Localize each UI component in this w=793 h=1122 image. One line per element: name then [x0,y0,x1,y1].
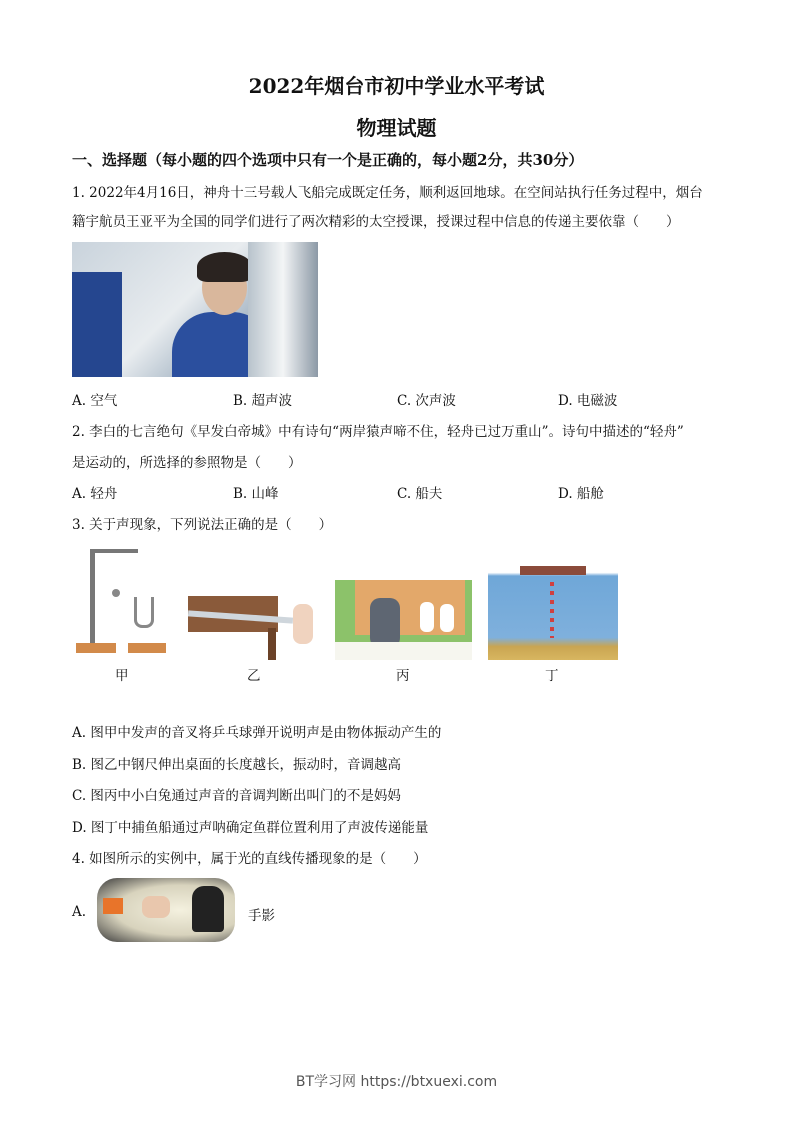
q4-option-a-label[interactable]: A. [72,904,87,920]
stand-pole [90,549,95,649]
lamp [103,898,123,914]
hatch [248,242,318,377]
footer-watermark[interactable]: BT学习网 https://btxuexi.com [295,1074,498,1090]
q2-option-c[interactable]: C. 船夫 [397,486,443,502]
stand-arm [90,549,138,553]
ping-pong-ball [112,589,120,597]
q1-option-d[interactable]: D. 电磁波 [558,393,618,409]
q1-option-a[interactable]: A. 空气 [72,393,118,409]
question-3-stem: 3. 关于声现象，下列说法正确的是（ ） [72,517,333,533]
rabbit-2 [440,604,454,632]
fishing-boat [520,566,586,575]
exam-title: 2022年烟台市初中学业水平考试 [248,74,545,98]
shadow-shape [192,886,224,932]
rabbit-story-figure [335,580,472,660]
hands [142,896,170,918]
tuning-fork-figure [72,545,168,660]
question-1-line-1: 1. 2022年4月16日，神舟十三号载人飞船完成既定任务，顺利返回地球。在空间站执行任务过程中，烟台 [72,185,703,201]
tuning-fork [134,597,154,628]
q3-option-c[interactable]: C. 图丙中小白兔通过声音的音调判断出叫门的不是妈妈 [72,788,401,804]
q2-option-a[interactable]: A. 轻舟 [72,486,118,502]
q1-option-b[interactable]: B. 超声波 [233,393,293,409]
wolf [370,598,400,648]
question-2-line-1: 2. 李白的七言绝句《早发白帝城》中有诗句“两岸猿声啼不住，轻舟已过万重山”。诗句中描述的“轻舟” [72,424,684,440]
q3-option-d[interactable]: D. 图丁中捕鱼船通过声呐确定鱼群位置利用了声波传递能量 [72,820,429,836]
q1-option-c[interactable]: C. 次声波 [397,393,456,409]
caption-box [335,642,472,660]
q4-option-a-text: 手影 [248,908,275,924]
finger [293,604,313,644]
space-class-photo [72,242,318,377]
rabbit-1 [420,602,434,632]
astronaut-left [72,272,122,377]
question-2-line-2: 是运动的，所选择的参照物是（ ） [72,455,302,471]
figure-label-bing: 丙 [396,668,410,684]
steel-ruler-figure [188,588,318,660]
q3-option-b[interactable]: B. 图乙中钢尺伸出桌面的长度越长，振动时，音调越高 [72,757,402,773]
hand-shadow-figure [97,878,235,942]
section-heading: 一、选择题（每小题的四个选项中只有一个是正确的，每小题2分，共30分） [72,151,584,169]
fork-base [128,643,166,653]
figure-label-jia: 甲 [115,668,129,684]
q2-option-d[interactable]: D. 船舱 [558,486,604,502]
exam-subtitle: 物理试题 [356,116,437,140]
question-1-line-2: 籍宇航员王亚平为全国的同学们进行了两次精彩的太空授课，授课过程中信息的传递主要依靠（ ） [72,214,680,230]
question-4-stem: 4. 如图所示的实例中，属于光的直线传播现象的是（ ） [72,851,427,867]
sonar-waves [550,582,554,638]
astronaut-hair [197,252,252,282]
figure-label-yi: 乙 [247,668,261,684]
sonar-ship-figure [488,548,618,660]
q3-option-a[interactable]: A. 图甲中发声的音叉将乒乓球弹开说明声是由物体振动产生的 [72,725,442,741]
stand-base [76,643,116,653]
figure-label-ding: 丁 [545,668,559,684]
q2-option-b[interactable]: B. 山峰 [233,486,279,502]
desk-leg [268,628,276,660]
